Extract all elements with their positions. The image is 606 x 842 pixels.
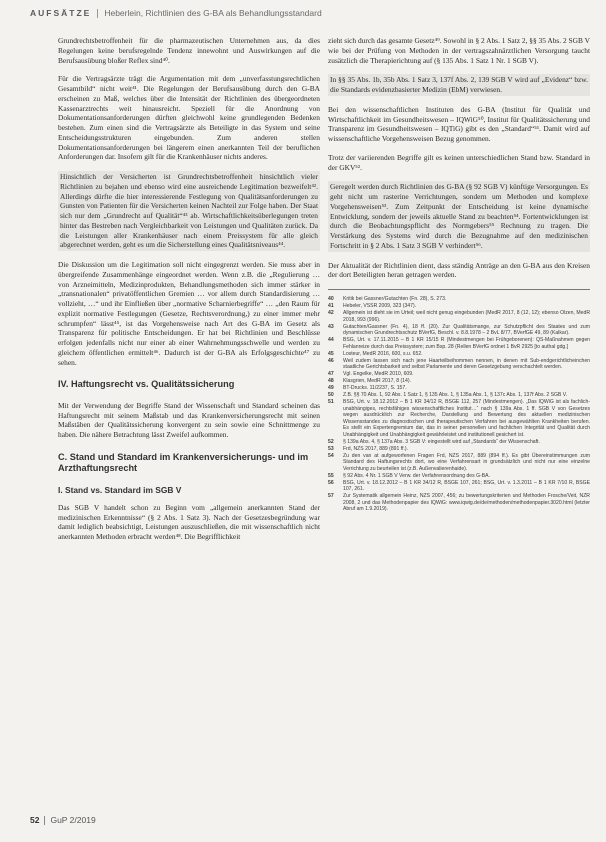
footnote-number: 46: [328, 357, 334, 364]
footnote: [328, 480, 590, 493]
section-label: AUFSÄTZE: [30, 8, 92, 18]
paragraph: Trotz der variierenden Begriffe gilt es keinen unterschiedlichen Stand bzw. Standard in der GKV⁵².: [328, 152, 590, 172]
footnote-number: 43: [328, 323, 334, 330]
footnote-text: Frd, NZS 2017, 889 (891 ff.).: [343, 445, 409, 452]
footnote-text: § 139a Abs. 4, § 137a Abs. 3 SGB V: eingestellt wird auf „Standards“ der Wissenschaft.: [343, 438, 540, 445]
footnote: [328, 337, 590, 350]
footnotes: [328, 289, 590, 513]
paragraph: zieht sich durch das gesamte Gesetz⁴⁹. Sowohl in § 2 Abs. 1 Satz 2, §§ 35 Abs. 2 SGB V wie bei der Prüfung von Methoden in der vertragszahnärztlichen Versorgung taucht zusätzlich die Therapierichtung auf (§ 135 Abs. 1 Satz 1 Nr. 1 SGB V).: [328, 36, 590, 65]
footnote-text: Hebeler, VSSR 2009, 323 (347).: [343, 303, 417, 310]
footnote-text: Klasgrien, MedR 2017, 8 (14).: [343, 378, 411, 385]
footnote: [328, 392, 590, 398]
footnote: [328, 439, 590, 445]
footnote: [328, 473, 590, 479]
header-divider: [97, 9, 98, 18]
footnote: [328, 493, 590, 512]
footnote-number: 51: [328, 399, 334, 406]
footnote-text: Z.B. §§ 70 Abs. 1, 92 Abs. 1 Satz 1, § 135 Abs. 1, § 135a Abs. 1, § 137c Abs. 1, 137f Abs. 2 SGB V.: [343, 392, 568, 399]
paragraph: Für die Vertragsärzte trägt die Argumentation mit dem „unverfasstungsrechtlichen Gesamtbild“ nicht weit⁴¹. Die Regelungen der Berufsausübung durch den G-BA erscheinen zu Maß, welches über die Intensität der Richtlinien des übergeordneten Kassenarztrechts weit hinausreicht. Speziell für die Anordnung von Dokumentationsanforderungen dürften gleichwohl keine grundlegenden Bedenken bestehen. Zum einen sind die Vertragsärzte als Beteiligte in das System und seine Entscheidungsstrukturen eingebunden. Zum anderen stellen Dokumentationsanforderungen bei längerem einen anerkannten Teil der beruflichen Anforderungen dar. Insofern gilt für die Krankenhäuser nichts anderes.: [58, 74, 320, 162]
paragraph: Bei den wissenschaftlichen Instituten des G-BA (Institut für Qualität und Wirtschaftlichkeit im Gesundheitswesen – IQWiG⁵⁰, Institut für Qualitätssicherung und Transparenz im Gesundheitswesen – IQTiG) gibt es den „Standard“⁵¹. Damit wird auf wissenschaftliche Vorgehensweisen Bezug genommen.: [328, 104, 590, 143]
paragraph: Grundrechtsbetroffenheit für die pharmazeutischen Unternehmen aus, da dies Regelungen keine berufsregelnde Tendenz innewohnt und Auswirkungen auf die Berufsausübung bloßer Reflex sind⁴⁰.: [58, 36, 320, 65]
paragraph: Hinsichtlich der Versicherten ist Grundrechtsbetroffenheit hinsichtlich vieler Richtlinien zu bejahen und ebenso wird eine ausreichende Legitimation bezweifelt⁴². Allerdings dürfte die hier interessierende Festlegung von Qualitätsanforderungen zu Gunsten von Patienten für die Versicherten keinen Nachteil zur Folge haben. Der Staat sich nur dem „Grundrecht auf Qualität“⁴³ ab. Wirtschaftlichkeitsüberlegungen treten hinter das Bestreben nach Vergleichbarkeit von Leistungen und Qualitäten zurück. Da die Leistungen aller Krankenhäuser nach einem Preissystem für alle gleich abgerechnet werden, geht es um die Sicherstellung eines Qualitätsniveaus⁴⁴.: [60, 172, 318, 250]
page-footer: [30, 815, 330, 825]
footnote-text: Kritik bei Gassner/Gutachten (Fn. 28), S. 273.: [343, 296, 447, 302]
section-heading-c: C. Stand und Standard im Krankenversicherungs- und im Arzthaftungsrecht: [58, 451, 309, 474]
paragraph: Mit der Verwendung der Begriffe Stand der Wissenschaft und Standard scheinen das Haftungsrecht mit seinem Maßstab und das Krankenversicherungsrecht mit seinen Maßstäben der Qualitätssicherung konvergent zu sein sowie eine Schnittmenge zu haben. Die nähere Betrachtung lässt Zweifel aufkommen.: [58, 400, 320, 439]
footnote: [328, 296, 590, 302]
footnote-text: Losteur, MedR 2016, 600, s.u. 652.: [343, 350, 423, 357]
footnote-number: 57: [328, 493, 334, 500]
footnote: [328, 303, 590, 309]
footnote-text: BSG, Urt. v. 17.11.2015 – B 1 KR 15/15 R (Mindestmengen bei Frühgeborenen): QS-Maßnahmen gegen Fehlanreize durch das Preissystem; zum Bsp. 28 (Rellen BVerfG ordnet 1 BvR 2925 [to authal gdg.]: [343, 337, 590, 350]
paragraph: Der Aktualität der Richtlinien dient, dass ständig Anträge an den G-BA aus den Kreisen der dort Beteiligten heran getragen werden.: [328, 260, 590, 280]
footnote-text: BSG, Urt. v. 18.12.2012 – B 1 KR 34/12 R, BSGE 112, 257 (Mindestmengen). „Das IQWiG ist als fachlich-unabhängiges, rechtsfähiges wissenschaftliches Institut…“ nach § 139a Abs. 1 ff. SGB V von Gesetzes wegen ausdrücklich zur Recherche, Darstellung und Bewertung des aktuellen medizinischen Wissensstandes zu diagnostischen und therapeutischen Verfahren bei ausgewählten Krankheiten berufen. Es stellt ein Expertengremium dar, das in seiner personellen und fachlichen Integrität und Qualität durch Unabhängigkeit und Unabhängigkeit gewährleistet und institutionell gesichert ist.: [343, 399, 590, 438]
footnote-number: 47: [328, 371, 334, 378]
page-number: 52: [30, 815, 40, 825]
shaded-paragraph: [328, 74, 590, 96]
footnote-number: 42: [328, 310, 334, 317]
footnote: [328, 446, 590, 452]
footnote-number: 41: [328, 303, 334, 310]
section-heading-iv: IV. Haftungsrecht vs. Qualitätssicherung: [58, 379, 235, 390]
footnote: [328, 378, 590, 384]
footnote-number: 50: [328, 392, 334, 399]
footnote: [328, 324, 590, 337]
footnote: [328, 310, 590, 323]
subsection-heading-i: I. Stand vs. Standard im SGB V: [58, 484, 182, 495]
footnote-text: Vgl. Engelke, MedR 2010, 609.: [343, 371, 414, 378]
footnote-text: Zur Systematik allgemein Heinz, NZS 2007, 456; zu bewertungskriterien und Methoden Frosche/Veit, NZR 2008, 2 und das Methodenpapier des IQWiG: www.iqwig.de/de/methoden/methodenpapier.3020.html (letzter Abruf am 1.9.2019).: [343, 493, 590, 513]
journal-issue: GuP 2/2019: [50, 815, 96, 825]
footnote-number: 44: [328, 337, 334, 344]
paragraph: Geregelt werden durch Richtlinien des G-BA (§ 92 SGB V) künftige Versorgungen. Es geht nicht um rasterine Verrichtungen, sondern um Methoden und komplexe Vorgehensweisen⁵³. Zum Zeitpunkt der Entscheidung ist keine dynamische Entwicklung, sondern der jeweils aktuelle Stand zu beachten⁵⁴. Fortentwicklungen ist durch die Beobachtungspflicht des Normgebers⁵⁵ Rechnung zu tragen. Die Verstärkung des Systems wird durch die Bezugnahme auf den medizinischen Fortschritt in § 2 Abs. 1 Satz 3 SGB V verhindert⁵⁶.: [330, 182, 588, 250]
right-column: [328, 36, 590, 513]
footnote: [328, 385, 590, 391]
footnote-text: Zu den van at aufgeworfenen Fragen Frd, NZS 2017, 889 (894 ff.). Es gibt Übereinstimmungen zum Standard des Haftungsrechts dort, wo eine Verfahrensart in grundsätzlich und nicht nur eine einzelne Verrichtung zu beurteilen ist (z.B. Außenvalierenhaide).: [343, 452, 590, 472]
paragraph: Das SGB V handelt schon zu Beginn vom „allgemein anerkannten Stand der medizinischen Erkenntnisse“ (§ 2 Abs. 1 Satz 3). Nach der Gesetzesbegründung war damit lediglich beabsichtigt, Leistungen auszuschließen, die mit wissenschaftlich nicht anerkannten Methoden erbracht werden⁴⁸. Die Begrifflichkeit: [58, 502, 320, 541]
left-column: [58, 36, 320, 551]
footnote-number: 55: [328, 472, 334, 479]
footnote-text: BT-Drucks. 11/2237, S. 157.: [343, 385, 407, 392]
footnote-text: Gutachten/Gassner (Fn. 4), 18 ff. (20). Zur Qualitätsmange, zur Schutzpflicht des Staates und zum dynamischen Grundrechtsschutz BVerfG, Beschl. v. 8.8.1978 – 2 BvL 8/77, BVerfGE 49, 89 (Kalkar).: [343, 323, 590, 337]
footnote: [328, 399, 590, 438]
footnote-number: 54: [328, 452, 334, 459]
footnote-text: Allgemein ist dieht sie im Urteil; weil nicht genug eingebunden (MedR 2017, 8 (12, 12); ebenso Olzen, MedR 2018, 993 (996).: [343, 310, 590, 323]
running-header: [30, 8, 576, 22]
paragraph: Die Diskussion um die Legitimation soll nicht eingegrenzt werden. Sie muss aber in übergreifende Zusammenhänge eingeordnet werden. Wenn z.B. die „Regulierung … von Arzneimitteln, Medizinprodukten, Behandlungsmethoden sich immer stärker in „transnationalen“ privatöffentlichen Gremien … vor allem durch Standardisierung … vollzieht, …“ und ihr Einfließen über „normative Scharnierbegriffe“ … „den Raum für explizit normative Festlegungen (Gesetze, Rechtsverordnung,) zu einer immer mehr schrumpfen“ lässt⁴⁵, ist das Vorgehensweise nach Art des G-BA im Gesetz als Transparenz für politische Entscheidungen. Er hat bei Richtlinien und Beschlüsse erfolgen jedenfalls nicht nur einer ab einer Wahrnehmungsschwelle und werden zu gleichem öffentlichen ermittelt⁴⁶. Dadurch ist der G-BA als Erfolgsgeschichte⁴⁷ zu sehen.: [58, 260, 320, 367]
footnote-number: 56: [328, 479, 334, 486]
running-title: Heberlein, Richtlinien des G-BA als Behandlungsstandard: [104, 8, 322, 18]
footnote-number: 48: [328, 378, 334, 385]
footnote: [328, 453, 590, 472]
footer-divider: [44, 816, 45, 825]
footnote-text: BSG, Urt. v. 18.12.2012 – B 1 KR 34/12 R, BSGE 107, 261; BSG, Urt. v. 1.3.2011 – B 1 KR 7/10 R, BSGE 107, 261.: [343, 479, 590, 493]
shaded-paragraph: [58, 171, 320, 251]
footnote: [328, 351, 590, 357]
footnote-number: 49: [328, 385, 334, 392]
footnote: [328, 371, 590, 377]
footnote-number: 52: [328, 438, 334, 445]
footnote-number: 40: [328, 296, 334, 302]
footnote-number: 53: [328, 445, 334, 452]
footnote-text: Weil zudem lassen sich nach jene Haarteilbeihommen nennen, in denen mit Sub-endgerichtlicheinchen staatliche Gerichtsbarkeit und selbst Parlamente und deren Gesetzgebung verschachtelt werden.: [343, 357, 590, 371]
shaded-paragraph: [328, 181, 590, 251]
footnote-number: 45: [328, 350, 334, 357]
footnote: [328, 358, 590, 371]
paragraph: In §§ 35 Abs. 1b, 35b Abs. 1 Satz 3, 137f Abs. 2, 139 SGB V wird auf „Evidenz“ bzw. die Standards evidenzbasierter Medizin (EbM) verwiesen.: [330, 75, 588, 94]
footnote-text: § 92 Abs. 4 Nr. 1 SGB V Verw. der Verfahrensordnung des G-BA.: [343, 472, 490, 479]
